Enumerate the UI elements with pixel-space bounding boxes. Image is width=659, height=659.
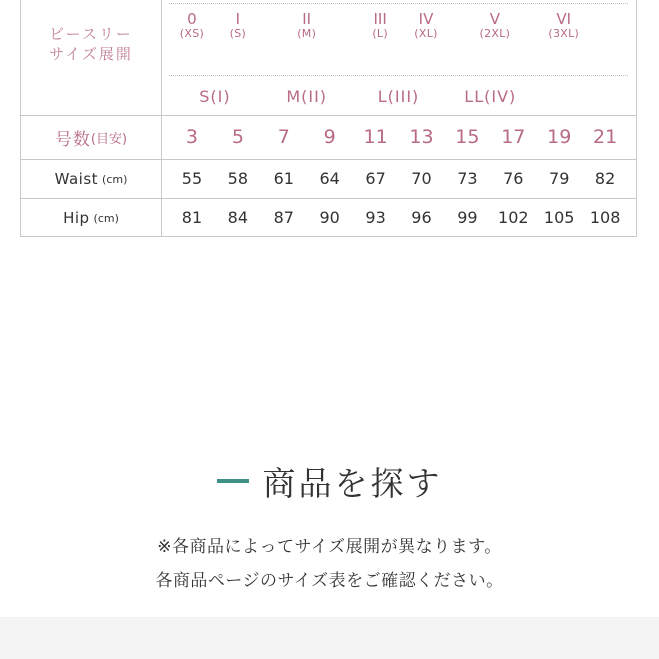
hip-label [21,199,161,237]
waist-value-cell: 82 [594,169,616,188]
waist-value-cell: 64 [319,169,340,188]
hip-label-text: Hip [63,209,90,227]
top-number-cell [582,0,628,5]
waist-label-text: Waist [54,170,99,188]
hip-value-cell: 96 [411,208,432,227]
beasley-code-label: (L) [372,27,388,40]
size-number-cell: 3 [185,126,198,148]
size-number-cell: 9 [323,126,336,148]
beasley-roman-label: II [302,10,312,28]
beasley-code-label: (3XL) [548,27,580,40]
letter-size-label: M(II) [286,87,328,106]
size-number-sub-text: (目安) [90,132,128,147]
beasley-size-cell [480,11,511,41]
top-number-cell [490,0,536,5]
beasley-roman-label: IV [418,10,434,28]
top-number-cell [215,0,261,5]
beasley-size-cell [548,11,579,41]
size-note-line2: 各商品ページのサイズ表をご確認ください。 [155,571,504,591]
hip-value-cell: 87 [273,208,294,227]
size-number-cell: 19 [547,126,572,148]
size-note-line1: ※各商品によってサイズ展開が異なります。 [157,537,502,557]
beasley-size-row [169,11,628,71]
beasley-code-label: (XL) [414,27,438,40]
beasley-roman-label: V [489,10,500,28]
size-number-cell: 21 [593,126,618,148]
waist-value-cell: 67 [365,169,386,188]
beasley-label-line1: ビースリー [49,25,133,43]
beasley-size-cell [297,11,316,41]
top-number-cell [307,0,353,5]
beasley-code-label: (2XL) [479,27,511,40]
hip-value-cell: 102 [498,208,529,227]
top-number-cell [444,0,490,5]
bottom-bar [0,617,659,659]
waist-unit-text: (cm) [102,172,128,186]
beasley-code-label: (S) [229,27,247,40]
beasley-roman-label: VI [556,10,572,28]
beasley-roman-label: I [235,10,241,28]
top-number-cell [169,0,215,5]
waist-value-cell: 73 [457,169,478,188]
waist-row [169,160,628,198]
top-number-row [169,0,628,5]
beasley-size-cell [372,11,388,41]
top-number-cell [261,0,307,5]
waist-label [21,160,161,198]
dotted-divider [169,75,628,76]
hip-value-cell: 81 [181,208,203,227]
letter-size-label: L(III) [377,87,420,106]
search-section-heading [0,456,659,506]
size-number-cell: 13 [409,126,434,148]
beasley-label-line2: サイズ展開 [49,45,133,63]
top-number-cell [536,0,582,5]
size-number-cell: 5 [231,126,244,148]
beasley-roman-label: III [373,10,387,28]
waist-value-cell: 76 [503,169,524,188]
top-number-cell [399,0,445,5]
beasley-code-label: (XS) [179,27,205,40]
table-column-divider [161,0,162,236]
hip-value-cell: 93 [365,208,386,227]
beasley-roman-label: 0 [187,10,197,28]
beasley-size-cell [230,11,246,41]
beasley-size-label [21,15,161,73]
waist-value-cell: 70 [411,169,432,188]
size-number-label-text: 号数 [54,130,91,150]
size-number-cell: 17 [501,126,526,148]
size-number-cell: 7 [277,126,290,148]
hip-unit-text: (cm) [93,211,119,225]
waist-value-cell: 58 [227,169,249,188]
top-number-cell [353,0,399,5]
waist-value-cell: 55 [181,169,203,188]
size-number-label [21,116,161,159]
hip-value-cell: 108 [589,208,621,227]
hip-value-cell: 99 [457,208,478,227]
hip-row [169,199,628,237]
letter-size-label: S(I) [199,87,231,106]
size-table [20,0,637,237]
heading-dash-icon [217,479,249,483]
beasley-size-cell [414,11,437,41]
letter-size-label: LL(IV) [464,87,517,106]
waist-value-cell: 61 [273,169,294,188]
hip-value-cell: 90 [319,208,340,227]
waist-value-cell: 79 [549,169,570,188]
hip-value-cell: 84 [227,208,249,227]
hip-value-cell: 105 [543,208,575,227]
size-number-row [169,116,628,159]
size-number-cell: 15 [455,126,480,148]
beasley-size-cell [180,11,204,41]
size-number-cell: 11 [363,126,388,148]
search-section-title: 商品を探す [262,463,443,503]
beasley-code-label: (M) [297,27,317,40]
letter-size-row [169,77,628,117]
